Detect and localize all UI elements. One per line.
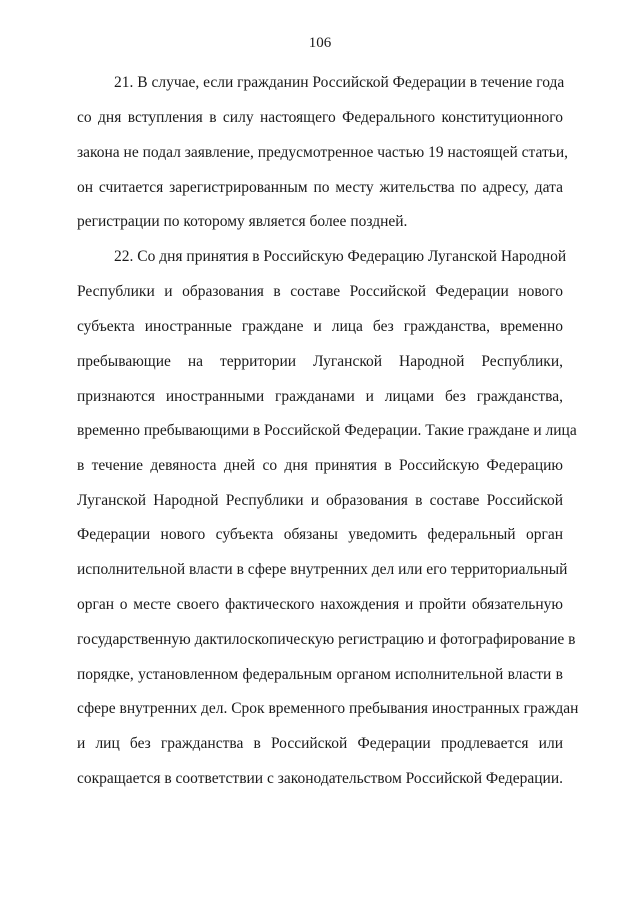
paragraph-22-line: субъекта иностранные граждане и лица без гражданства, временно bbox=[77, 318, 563, 335]
paragraph-22-line: Федерации нового субъекта обязаны уведомить федеральный орган bbox=[77, 526, 563, 543]
paragraph-22-line: порядке, установленном федеральным органом исполнительной власти в bbox=[77, 666, 563, 683]
page-number: 106 bbox=[308, 35, 332, 51]
paragraph-22-line: и лиц без гражданства в Российской Федерации продлевается или bbox=[77, 735, 563, 752]
paragraph-22-line: государственную дактилоскопическую регистрацию и фотографирование в bbox=[77, 631, 576, 648]
paragraph-22-line: Луганской Народной Республики и образования в составе Российской bbox=[77, 492, 563, 509]
paragraph-21-line: 21. В случае, если гражданин Российской Федерации в течение года bbox=[114, 74, 565, 91]
paragraph-22-line: исполнительной власти в сфере внутренних дел или его территориальный bbox=[77, 561, 568, 578]
paragraph-22-line: пребывающие на территории Луганской Народной Республики, bbox=[77, 353, 563, 370]
paragraph-22-line: Республики и образования в составе Российской Федерации нового bbox=[77, 283, 563, 300]
paragraph-21-line: регистрации по которому является более поздней. bbox=[77, 213, 408, 230]
paragraph-22-line: в течение девяноста дней со дня принятия в Российскую Федерацию bbox=[77, 457, 563, 474]
paragraph-21-line: закона не подал заявление, предусмотренное частью 19 настоящей статьи, bbox=[77, 144, 569, 161]
paragraph-22-line: сфере внутренних дел. Срок временного пребывания иностранных граждан bbox=[77, 700, 579, 717]
paragraph-22-line: признаются иностранными гражданами и лицами без гражданства, bbox=[77, 388, 563, 405]
paragraph-22-line: орган о месте своего фактического нахождения и пройти обязательную bbox=[77, 596, 563, 613]
paragraph-22-line: временно пребывающими в Российской Федерации. Такие граждане и лица bbox=[77, 422, 577, 439]
paragraph-22-line: 22. Со дня принятия в Российскую Федерацию Луганской Народной bbox=[114, 248, 567, 265]
paragraph-21-line: со дня вступления в силу настоящего Федерального конституционного bbox=[77, 109, 563, 126]
paragraph-22-line: сокращается в соответствии с законодательством Российской Федерации. bbox=[77, 770, 563, 787]
paragraph-21-line: он считается зарегистрированным по месту жительства по адресу, дата bbox=[77, 179, 563, 196]
